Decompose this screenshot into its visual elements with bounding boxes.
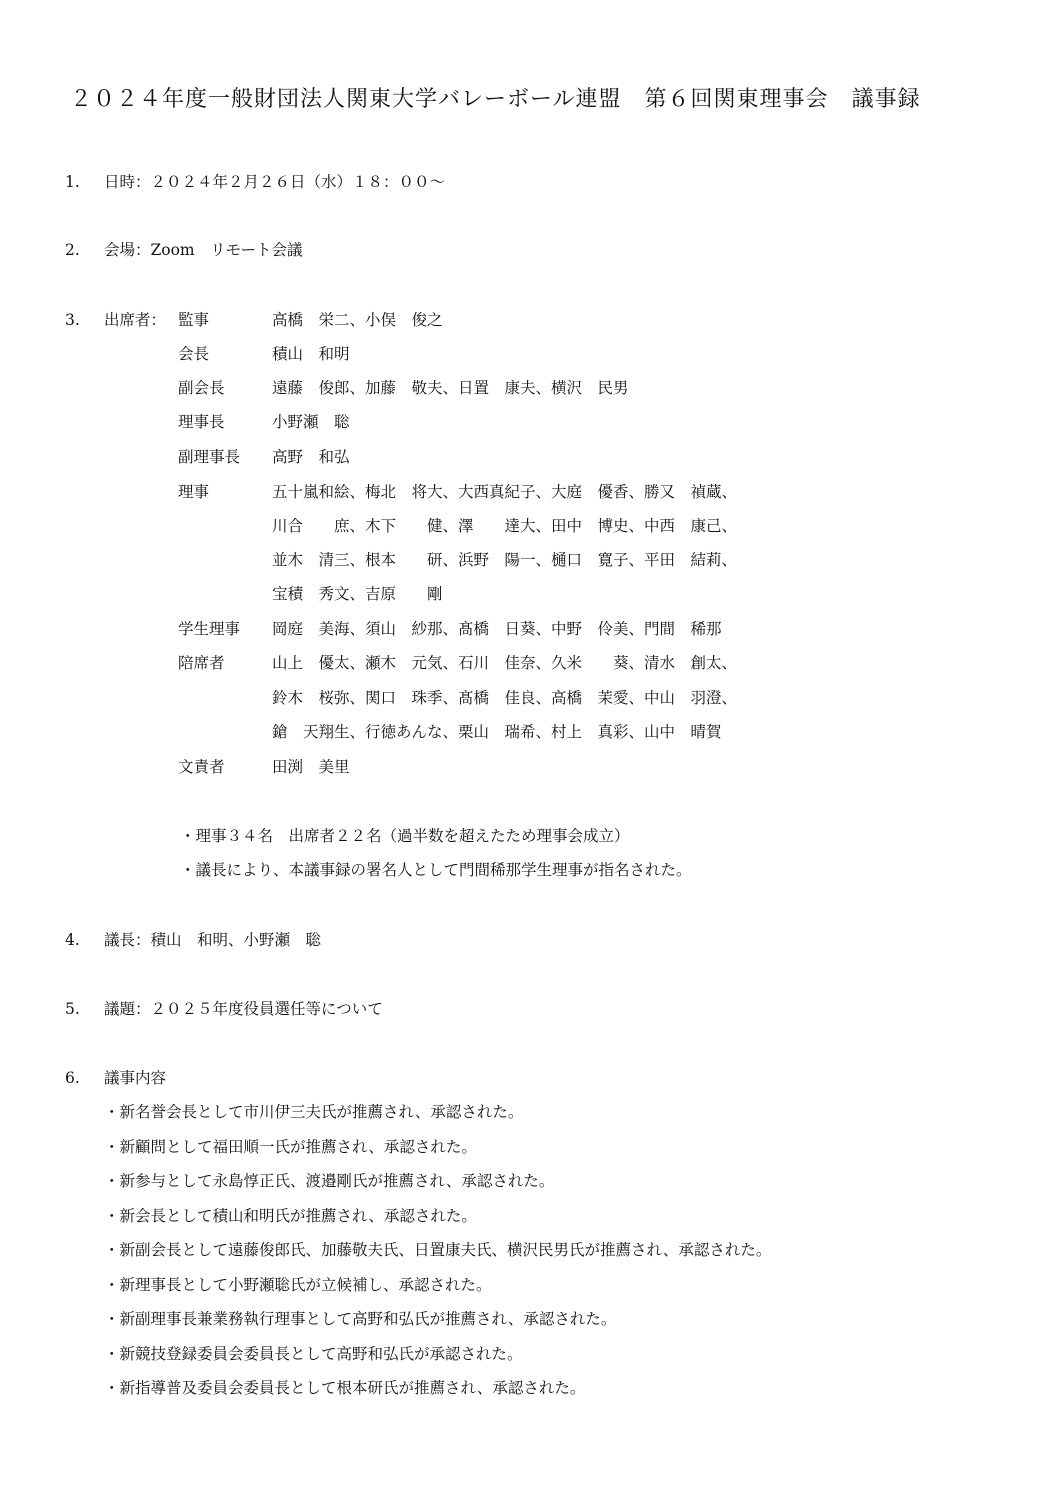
attendee-names: 川合 庶、木下 健、澤 達大、田中 博史、中西 康己、	[272, 517, 738, 535]
attendee-names: 遠藤 俊郎、加藤 敬夫、日置 康夫、横沢 民男	[272, 379, 629, 397]
attendee-role: 理事長	[178, 413, 225, 431]
attendee-names: 田渕 美里	[272, 758, 350, 776]
attendee-role: 陪席者	[178, 654, 225, 672]
note-text: ・議長により、本議事録の署名人として門間稀那学生理事が指名された。	[180, 861, 692, 879]
section-number: 3.	[65, 311, 80, 329]
attendee-names: 高野 和弘	[272, 448, 350, 466]
attendee-role: 理事	[178, 483, 210, 501]
attendees-label: 出席者：	[104, 311, 167, 329]
attendee-names: 山上 優太、瀬木 元気、石川 佳奈、久米 葵、清水 創太、	[272, 654, 738, 672]
proceeding-text: ・新副会長として遠藤俊郎氏、加藤敬夫氏、日置康夫氏、横沢民男氏が推薦され、承認された。	[104, 1241, 772, 1259]
attendee-names: 五十嵐和絵、梅北 将大、大西真紀子、大庭 優香、勝又 禎蔵、	[272, 483, 738, 501]
agenda-text: 議題：２０２５年度役員選任等について	[104, 1000, 383, 1018]
proceeding-text: ・新参与として永島惇正氏、渡邉剛氏が推薦され、承認された。	[104, 1172, 555, 1190]
attendee-names: 高橋 栄二、小俣 俊之	[272, 311, 443, 329]
attendee-role: 副理事長	[178, 448, 241, 466]
attendee-names: 宝積 秀文、吉原 剛	[272, 585, 443, 603]
document-title: ２０２４年度一般財団法人関東大学バレーボール連盟 第６回関東理事会 議事録	[70, 87, 921, 112]
venue-text: 会場：Zoom リモート会議	[104, 241, 303, 259]
proceeding-text: ・新副理事長兼業務執行理事として高野和弘氏が推薦され、承認された。	[104, 1310, 617, 1328]
note-text: ・理事３４名 出席者２２名（過半数を超えたため理事会成立）	[180, 827, 630, 845]
attendee-role: 学生理事	[178, 620, 241, 638]
attendee-role: 副会長	[178, 379, 225, 397]
section-number: 1.	[65, 173, 80, 191]
proceedings-label: 議事内容	[104, 1069, 167, 1087]
date-text: 日時：２０２４年２月２６日（水）１８：００～	[104, 173, 446, 191]
proceeding-text: ・新理事長として小野瀬聡氏が立候補し、承認された。	[104, 1276, 492, 1294]
attendee-names: 並木 清三、根本 研、浜野 陽一、樋口 寛子、平田 結莉、	[272, 551, 738, 569]
attendee-names: 小野瀬 聡	[272, 413, 350, 431]
chair-text: 議長：積山 和明、小野瀬 聡	[104, 931, 322, 949]
attendee-role: 会長	[178, 345, 210, 363]
proceeding-text: ・新名誉会長として市川伊三夫氏が推薦され、承認された。	[104, 1103, 524, 1121]
section-number: 6.	[65, 1069, 80, 1087]
attendee-names: 鈴木 桜弥、関口 珠季、髙橋 佳良、高橋 茉愛、中山 羽澄、	[272, 689, 738, 707]
attendee-names: 岡庭 美海、須山 紗那、髙橋 日葵、中野 伶美、門間 稀那	[272, 620, 722, 638]
section-number: 4.	[65, 931, 80, 949]
proceeding-text: ・新指導普及委員会委員長として根本研氏が推薦され、承認された。	[104, 1379, 586, 1397]
attendee-names: 積山 和明	[272, 345, 350, 363]
section-number: 5.	[65, 1000, 80, 1018]
proceeding-text: ・新競技登録委員会委員長として高野和弘氏が承認された。	[104, 1345, 523, 1363]
attendee-names: 鎗 天翔生、行徳あんな、栗山 瑞希、村上 真彩、山中 晴賀	[272, 723, 722, 741]
section-number: 2.	[65, 241, 80, 259]
attendee-role: 文責者	[178, 758, 225, 776]
attendee-role: 監事	[178, 311, 210, 329]
proceeding-text: ・新顧問として福田順一氏が推薦され、承認された。	[104, 1138, 477, 1156]
proceeding-text: ・新会長として積山和明氏が推薦され、承認された。	[104, 1207, 477, 1225]
